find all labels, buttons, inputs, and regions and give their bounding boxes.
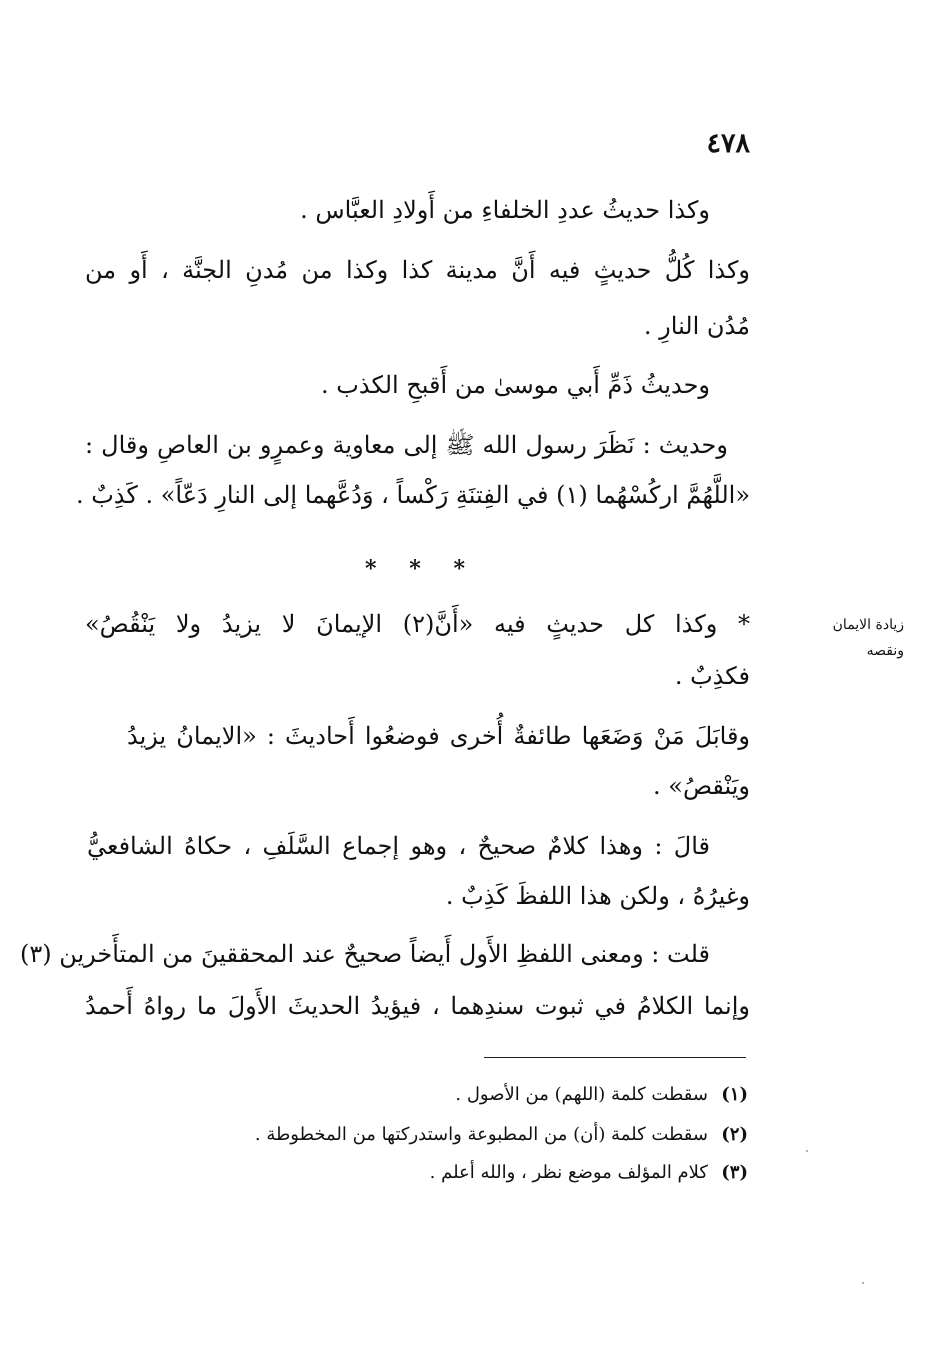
footnote-divider	[484, 1057, 746, 1058]
margin-note-line: ونقصه	[866, 643, 904, 659]
footnote	[254, 1124, 748, 1145]
margin-note-line: زيادة الايمان	[832, 617, 904, 633]
text-line: وغيرُهُ ، ولكن هذا اللفظَ كَذِبٌ .	[445, 882, 750, 910]
paper-speck	[862, 1282, 864, 1284]
text-line: وحديثُ ذَمِّ أَبي موسىٰ من أَقبحِ الكذب .	[321, 371, 710, 399]
separator-star: *	[365, 556, 377, 582]
footnote-text: كلام المؤلف موضع نظر ، والله أعلم .	[429, 1162, 708, 1183]
margin-note	[822, 612, 904, 664]
text-line: وحديث : نَظَرَ رسول الله ﷺ إلى معاوية وعمرٍو بن العاصِ وقال :	[85, 431, 728, 459]
text-line: فكذِبٌ .	[674, 662, 750, 690]
text-line: وكذا حديثُ عددِ الخلفاءِ من أَولادِ العبَّاس .	[300, 196, 710, 224]
paper-speck	[806, 1150, 808, 1152]
footnote-text: سقطت كلمة (اللهم) من الأصول .	[455, 1084, 708, 1105]
footnote-number: (٣)	[721, 1162, 748, 1183]
footnote	[429, 1162, 748, 1183]
text-line: وكذا كُلُّ حديثٍ فيه أَنَّ مدينة كذا وكذا من مُدنِ الجنَّة ، أَو من	[85, 256, 750, 284]
text-line: مُدُن النارِ .	[643, 312, 750, 340]
text-line: وقابَلَ مَنْ وَضَعَها طائفةٌ أُخرى فوضعُوا أَحاديثَ : «الايمانُ يزيدُ	[127, 722, 751, 750]
text-line: * وكذا كل حديثٍ فيه «أَنَّ(٢) الإيمانَ لا يزيدُ ولا يَنْقُصُ»	[85, 610, 750, 638]
footnote	[455, 1084, 748, 1105]
footnote-number: (١)	[721, 1084, 748, 1105]
text-line: ويَنْقصُ» .	[653, 772, 750, 800]
text-line: وإنما الكلامُ في ثبوت سندِهما ، فيؤيدُ الحديثَ الأَولَ ما رواهُ أَحمدُ	[85, 992, 750, 1020]
text-line: قالَ : وهذا كلامٌ صحيحٌ ، وهو إجماع السَّلَفِ ، حكاهُ الشافعيُّ	[87, 832, 710, 860]
section-separator	[365, 556, 465, 582]
text-line: قلت : ومعنى اللفظِ الأَول أَيضاً صحيحٌ عند المحققينَ من المتأَخرين (٣)	[19, 940, 710, 968]
separator-star: *	[409, 556, 421, 582]
separator-star: *	[453, 556, 465, 582]
text-line: «اللَّهُمَّ اركُسْهُما (١) في الفِتنَةِ رَكْساً ، وَدُعَّهما إلى النارِ دَعّاً» . كَذِبٌ .	[75, 481, 750, 509]
page-number: ٤٧٨	[706, 128, 750, 159]
footnote-text: سقطت كلمة (أن) من المطبوعة واستدركتها من المخطوطة .	[254, 1124, 708, 1145]
footnote-number: (٢)	[721, 1124, 748, 1145]
